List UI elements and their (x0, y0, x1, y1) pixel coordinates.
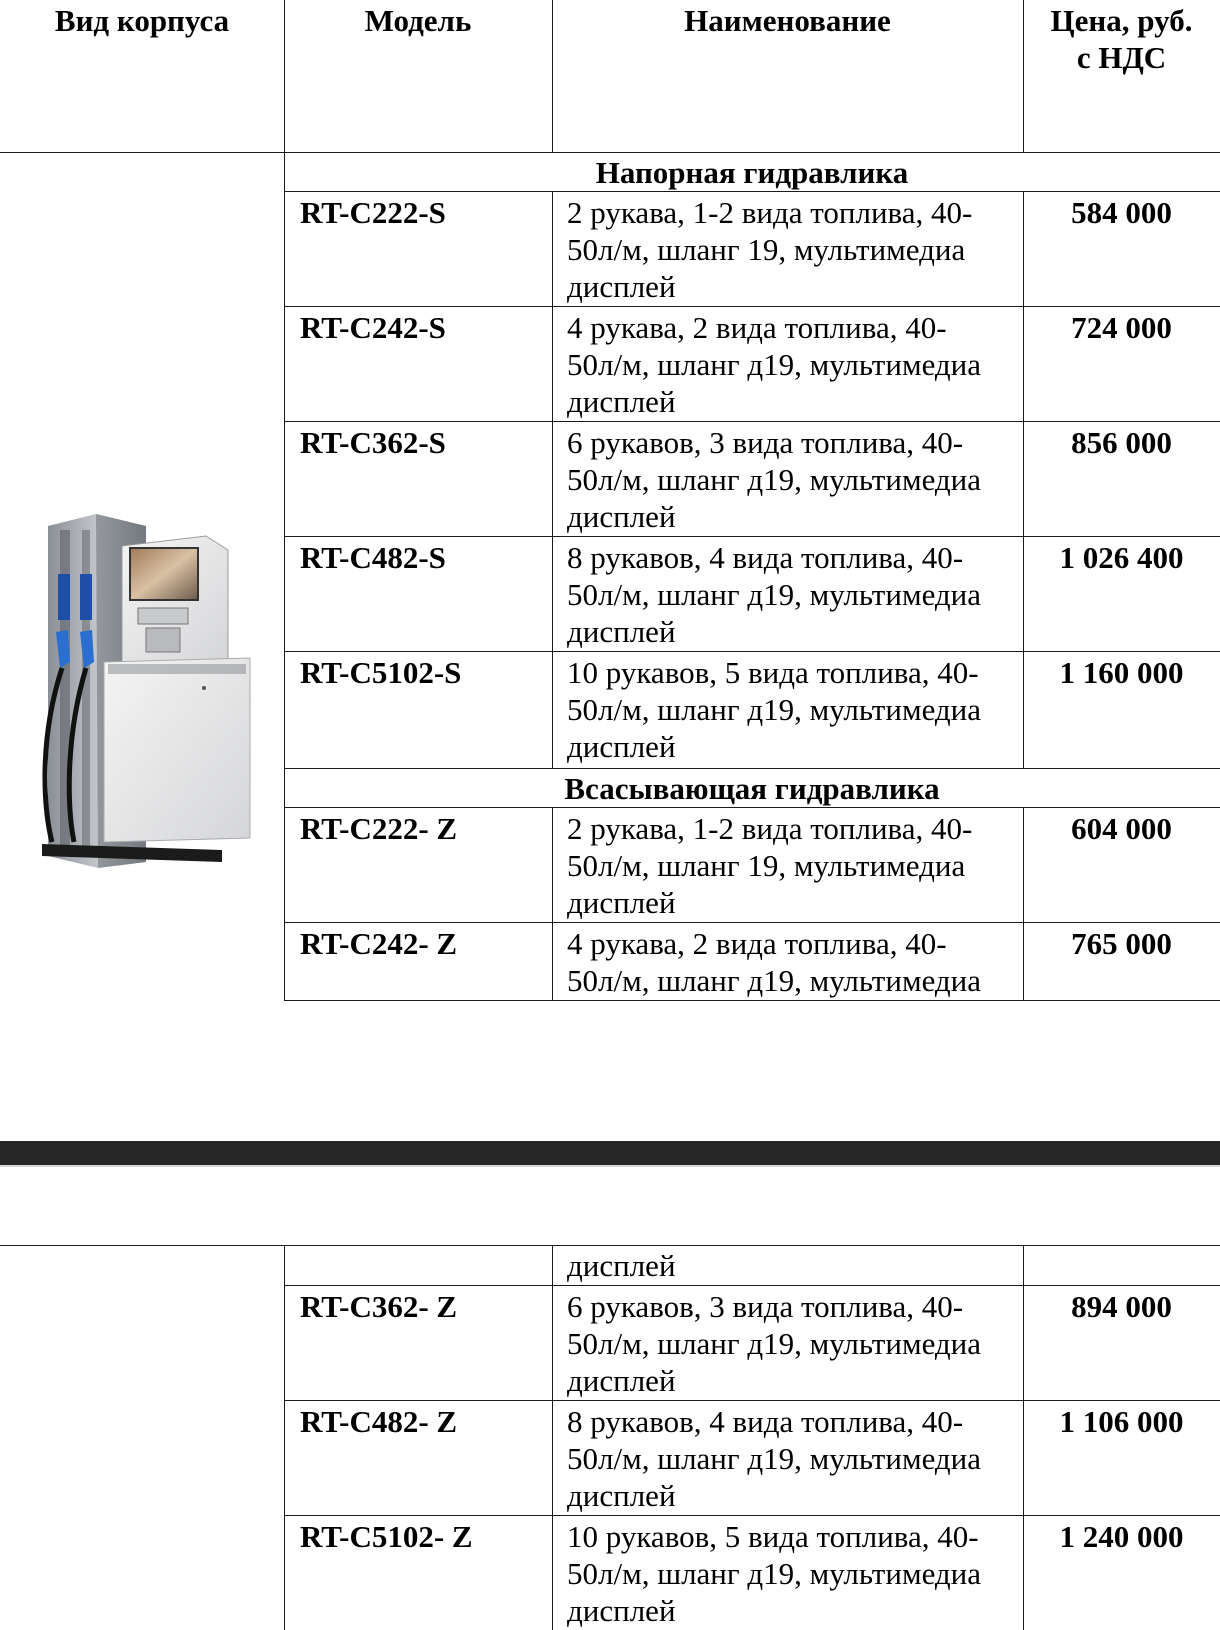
keypad (146, 628, 180, 652)
row-divider (284, 1515, 1220, 1516)
description-line: 6 рукавов, 3 вида топлива, 40- (567, 425, 964, 460)
model-cell: RT-C5102- Z (300, 1519, 473, 1554)
row-divider (284, 421, 1220, 422)
row-divider (284, 536, 1220, 537)
description-cell (567, 925, 981, 999)
price-cell: 856 000 (1071, 425, 1172, 460)
description-line: 50л/м, шланг 19, мультимедиа (567, 232, 966, 267)
description-cell (567, 1518, 981, 1629)
model-cell: RT-C5102-S (300, 655, 462, 690)
price-cell: 894 000 (1071, 1289, 1172, 1324)
description-line: дисплей (567, 1363, 676, 1398)
description-line: дисплей (567, 499, 676, 534)
header-price-line2: с НДС (1076, 40, 1167, 75)
description-line: 50л/м, шланг д19, мультимедиа (567, 1326, 982, 1361)
description-line: дисплей (567, 1593, 676, 1628)
row-divider (0, 1245, 1220, 1246)
header-body-type: Вид корпуса (54, 3, 230, 38)
price-cell: 724 000 (1071, 310, 1172, 345)
description-line: 50л/м, шланг д19, мультимедиа (567, 1556, 982, 1591)
col-divider (1023, 0, 1024, 1000)
description-line: 50л/м, шланг д19, мультимедиа (567, 1441, 982, 1476)
model-cell: RT-C362-S (300, 425, 446, 460)
model-cell: RT-C482- Z (300, 1404, 458, 1439)
row-divider (284, 1000, 1220, 1001)
description-line: дисплей (567, 729, 676, 764)
group-pressure-hydraulics: Напорная гидравлика (595, 155, 909, 190)
model-cell: RT-C362- Z (300, 1289, 458, 1324)
col-divider (284, 1245, 285, 1630)
col-divider (552, 0, 553, 1000)
header-price-line1: Цена, руб. (1050, 3, 1193, 38)
description-cell (567, 424, 981, 535)
price-cell: 1 106 000 (1059, 1404, 1184, 1439)
price-cell: 584 000 (1071, 195, 1172, 230)
model-cell: RT-C242-S (300, 310, 446, 345)
description-line: 50л/м, шланг д19, мультимедиа (567, 577, 982, 612)
page-break-band (0, 1141, 1220, 1165)
description-cell (567, 1403, 981, 1514)
model-cell: RT-C242- Z (300, 926, 458, 961)
description-line: 10 рукавов, 5 вида топлива, 40- (567, 1519, 979, 1554)
description-cell (567, 539, 981, 650)
description-line: 50л/м, шланг д19, мультимедиа (567, 347, 982, 382)
description-line: дисплей (567, 1478, 676, 1513)
row-divider (284, 191, 1220, 192)
fuel-grade-tag (80, 574, 92, 620)
row-divider (284, 651, 1220, 652)
row-divider (284, 306, 1220, 307)
description-line: 50л/м, шланг д19, мультимедиа (567, 963, 982, 998)
row-divider (284, 922, 1220, 923)
vent-grille (108, 664, 246, 674)
fuel-dispenser-image (38, 512, 264, 886)
description-line: дисплей (567, 885, 676, 920)
description-cell (567, 194, 972, 305)
price-cell: 604 000 (1071, 811, 1172, 846)
description-line: 50л/м, шланг д19, мультимедиа (567, 692, 982, 727)
price-display (138, 608, 188, 624)
description-cell (567, 309, 981, 420)
description-continuation: дисплей (567, 1248, 676, 1283)
description-line: 50л/м, шланг 19, мультимедиа (567, 848, 966, 883)
model-cell: RT-C222-S (300, 195, 446, 230)
model-cell: RT-C482-S (300, 540, 446, 575)
header-price (1023, 2, 1220, 76)
description-line: 6 рукавов, 3 вида топлива, 40- (567, 1289, 964, 1324)
price-cell: 1 026 400 (1059, 540, 1184, 575)
header-model: Модель (364, 3, 472, 38)
description-line: 4 рукава, 2 вида топлива, 40- (567, 926, 947, 961)
group-suction-hydraulics: Всасывающая гидравлика (564, 771, 940, 806)
description-line: 8 рукавов, 4 вида топлива, 40- (567, 540, 964, 575)
dispenser-cabinet (104, 658, 250, 842)
row-divider (284, 1285, 1220, 1286)
col-divider (284, 0, 285, 1000)
description-line: 4 рукава, 2 вида топлива, 40- (567, 310, 947, 345)
cabinet-lock (202, 686, 206, 690)
price-cell: 765 000 (1071, 926, 1172, 961)
fuel-grade-tag (58, 574, 70, 620)
price-cell: 1 240 000 (1059, 1519, 1184, 1554)
description-line: 2 рукава, 1-2 вида топлива, 40- (567, 811, 973, 846)
description-line: 8 рукавов, 4 вида топлива, 40- (567, 1404, 964, 1439)
description-line: 50л/м, шланг д19, мультимедиа (567, 462, 982, 497)
description-line: дисплей (567, 384, 676, 419)
description-line: 2 рукава, 1-2 вида топлива, 40- (567, 195, 973, 230)
price-cell: 1 160 000 (1059, 655, 1184, 690)
description-cell (567, 810, 972, 921)
description-line: дисплей (567, 269, 676, 304)
description-cell (567, 1288, 981, 1399)
model-cell: RT-C222- Z (300, 811, 458, 846)
row-divider (284, 1400, 1220, 1401)
col-divider (552, 1245, 553, 1630)
row-divider (284, 807, 1220, 808)
description-line: 10 рукавов, 5 вида топлива, 40- (567, 655, 979, 690)
header-name: Наименование (684, 3, 891, 38)
multimedia-screen (130, 548, 198, 600)
page-break-shadow (0, 1165, 1220, 1167)
description-cell (567, 654, 981, 765)
description-line: дисплей (567, 614, 676, 649)
